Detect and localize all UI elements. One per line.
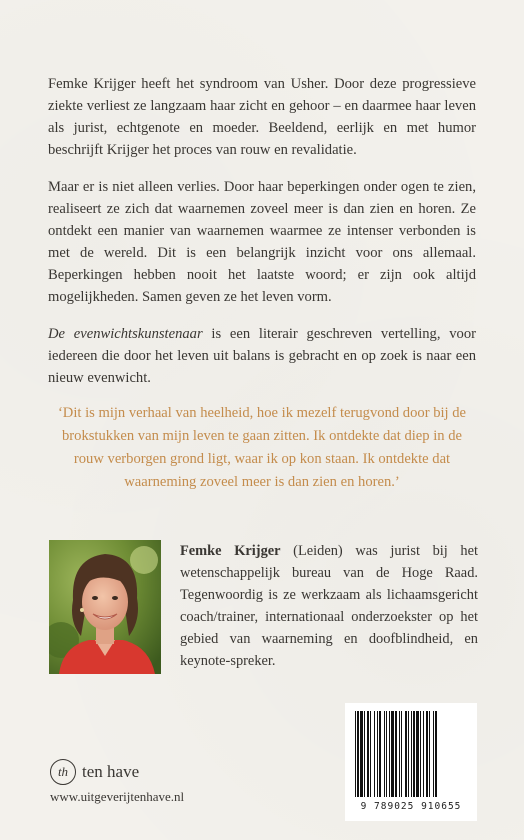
blurb-paragraph-3 [48,323,476,389]
author-name: Femke Krijger [180,543,281,559]
author-photo [49,540,161,674]
blurb-paragraph-1: Femke Krijger heeft het syndroom van Usher. Door deze progressieve ziekte verliest ze langzaam haar zicht en gehoor – en daarmee haar leven als jurist, echtgenote en moeder. Beeldend, eerlijk en met humor beschrijft Krijger het proces van rouw en revalidatie. [48,76,476,158]
author-quote: ‘Dit is mijn verhaal van heelheid, hoe ik mezelf terugvond door bij de brokstukken van mijn leven te gaan zitten. Ik ontdekte dat diep in de rouw verborgen grond ligt, waar ik op kon staan. Ik ontdekte dat waarneming zoveel meer is dan zien en horen.’ [57,405,467,490]
author-portrait-image [49,540,161,674]
publisher-monogram-icon: th [50,759,76,785]
isbn-number: 9 789025 910655 [360,801,462,812]
author-bio [180,540,478,672]
publisher-website: www.uitgeverijtenhave.nl [50,789,185,804]
publisher-name: ten have [82,762,140,781]
blurb-paragraph-3-text: is een literair geschreven vertelling, voor iedereen die door het leven uit balans is gebracht en op zoek is naar een nieuw evenwicht. [48,326,477,386]
publisher-logo [50,757,139,787]
barcode-icon [353,711,469,799]
author-bio-text: (Leiden) was jurist bij het wetenschappelijk bureau van de Hoge Raad. Tegenwoordig is ze werkzaam als lichaamsgericht coach/trainer, internationaal onderzoekster op het gebied van waarneming en doofblindheid, en keynote-spreker. [180,543,479,669]
blurb-paragraph-2: Maar er is niet alleen verlies. Door haar beperkingen onder ogen te zien, realiseert ze zich dat waarnemen zoveel meer is dan zien en horen. Ze ontdekt een manier van waarnemen waarmee ze intenser verbonden is met de wereld. Dit is een belangrijk inzicht voor ons allemaal. Beperkingen hebben nooit het laatste woord; er zijn ook altijd mogelijkheden. Samen geven ze het leven vorm. [48,179,476,305]
book-title: De evenwichtskunstenaar [48,326,203,342]
isbn-barcode [345,703,477,821]
